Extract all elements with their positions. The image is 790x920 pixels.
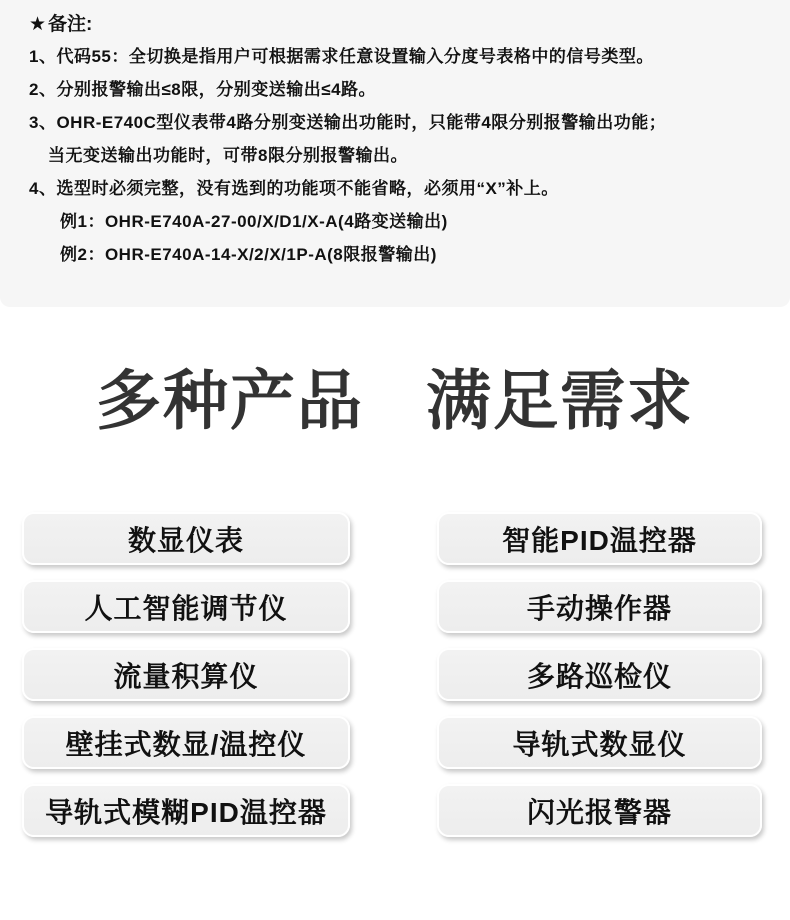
note-line-2: 2、分别报警输出≤8限，分别变送输出≤4路。	[29, 80, 377, 99]
product-button-smart-pid-temp-controller[interactable]: 智能PID温控器	[437, 512, 762, 565]
star-icon: ★	[29, 14, 47, 35]
notes-panel	[0, 0, 790, 307]
product-button-manual-operator[interactable]: 手动操作器	[437, 580, 762, 633]
page-title-word-2: 满足需求	[426, 364, 695, 437]
notes-header	[29, 10, 760, 40]
note-line-4: 4、选型时必须完整，没有选到的功能项不能省略，必须用“X”补上。	[29, 179, 559, 198]
page-title-word-1: 多种产品	[95, 364, 364, 437]
product-button-din-rail-fuzzy-pid-controller[interactable]: 导轨式模糊PID温控器	[22, 784, 350, 837]
product-button-multi-channel-scanner[interactable]: 多路巡检仪	[437, 648, 762, 701]
note-line-3-continuation: 当无变送输出功能时，可带8限分别报警输出。	[48, 146, 408, 165]
note-line-1: 1、代码55：全切换是指用户可根据需求任意设置输入分度号表格中的信号类型。	[29, 47, 654, 66]
product-button-ai-controller[interactable]: 人工智能调节仪	[22, 580, 350, 633]
product-button-digital-display-meter[interactable]: 数显仪表	[22, 512, 350, 565]
page-title	[0, 366, 790, 436]
product-button-wall-mount-display-temp-controller[interactable]: 壁挂式数显/温控仪	[22, 716, 350, 769]
note-line-3: 3、OHR-E740C型仪表带4路分别变送输出功能时，只能带4限分别报警输出功能；	[29, 113, 667, 132]
product-button-flow-totalizer[interactable]: 流量积算仪	[22, 648, 350, 701]
note-example-2: 例2：OHR-E740A-14-X/2/X/1P-A(8限报警输出)	[60, 245, 437, 264]
product-button-din-rail-display-meter[interactable]: 导轨式数显仪	[437, 716, 762, 769]
product-button-flash-alarm[interactable]: 闪光报警器	[437, 784, 762, 837]
notes-header-label: 备注:	[48, 14, 93, 35]
product-grid	[0, 512, 790, 837]
note-example-1: 例1：OHR-E740A-27-00/X/D1/X-A(4路变送输出)	[60, 212, 448, 231]
